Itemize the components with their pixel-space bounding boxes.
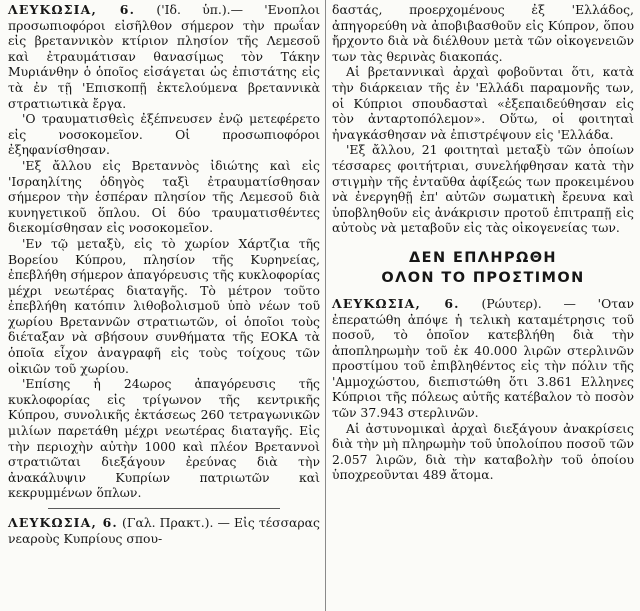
article3-paragraph-2: Αἱ ἀστυνομικαὶ ἀρχαὶ διεξάγουν ἀνακρίσεις διὰ τὴν μὴ πληρωμὴν τοῦ ὑπολοίπου ποσοῦ τῶν 2.057 λιρῶν, διὰ τὴν καταβολὴν τοῦ ὁποίου ὑποχρεοῦνται 489 ἄτομα. xyxy=(332,420,634,483)
article1-lead xyxy=(8,2,320,111)
article2-paragraph-1: — Εἰς τέσσαρας νεαροὺς Κυπρίους σπου- xyxy=(8,515,320,546)
article3-dateline: ΛΕΥΚΩΣΙΑ, 6. xyxy=(332,295,460,311)
article2-source: (Γαλ. Πρακτ.). xyxy=(122,515,214,530)
spacer xyxy=(332,236,634,246)
article1-dateline: ΛΕΥΚΩΣΙΑ, 6. xyxy=(8,2,136,17)
article3-lead xyxy=(332,296,634,421)
article3-paragraph-1: — 'Οταν ἐπερατώθη ἀπόψε ἡ τελικὴ καταμέτρησις τοῦ ποσοῦ, τὸ ὁποῖον κατεβλήθη διὰ τὴν ἀποπληρωμὴν τοῦ ἐκ 40.000 λιρῶν στερλινῶν προστίμου τοῦ ἐπιβληθέντος εἰς τὴν πόλιν τῆς 'Αμμοχώστου, διεπιστώθη ὅτι 3.861 Ελληνες Κύπριοι τῆς πόλεως αὐτῆς κατέβαλον τὸ ποσὸν τῶν 37.943 στερλινῶν. xyxy=(332,295,634,421)
article1-paragraph-2: 'Ο τραυματισθεὶς ἐξέπνευσεν ἐνῷ μετεφέρετο εἰς νοσοκομεῖον. Οἱ προσωπιοφόροι ἐξηφανίσθησαν. xyxy=(8,111,320,158)
headline-line-1: ΔΕΝ ΕΠΛΗΡΩΘΗ xyxy=(409,249,557,266)
article3-source: (Ρώυτερ). xyxy=(481,295,542,311)
article1-paragraph-4: 'Εν τῷ μεταξὺ, εἰς τὸ χωρίον Χάρτζια τῆς Βορείου Κύπρου, πλησίον τῆς Κυρηνείας, ἐπεβλήθη σήμερον ἀπαγόρευσις τῆς κυκλοφορίας μέχρι νεωτέρας διαταγῆς. Τὸ μέτρον τοῦτο ἐπεβλήθη κατόπιν λιθοβολισμοῦ ὑπὸ νέων τοῦ χωρίου Βρεταννῶν στρατιωτῶν, οἱ ὁποῖοι τοὺς διέταξαν νὰ σβήσουν συνθήματα τῆς ΕΟΚΑ τὰ ὁποῖα εἶχον ἀναγραφῆ εἰς τοὺς τοίχους τῶν οἰκιῶν τοῦ χωρίου. xyxy=(8,235,320,376)
continuation-paragraph-2: Αἱ βρεταννικαὶ ἀρχαὶ φοβοῦνται ὅτι, κατὰ τὴν διάρκειαν τῆς ἐν 'Ελλάδι παραμονῆς των, οἱ Κύπριοι σπουδασταὶ «ἐξεπαιδεύθησαν εἰς τὸν ἀνταρτοπόλεμον». Οὕτω, οἱ φοιτηταὶ ἠναγκάσθησαν νὰ ἐπιστρέψουν εἰς 'Ελλάδα. xyxy=(332,64,634,142)
article2-lead xyxy=(8,515,320,546)
article3-headline xyxy=(332,248,634,288)
article1-paragraph-3: 'Εξ ἄλλου εἰς Βρεταννὸς ἰδιώτης καὶ εἰς 'Ισραηλίτης ὁδηγὸς ταξὶ ἐτραυματίσθησαν σήμερον τὴν ἑσπέραν πλησίον τῆς Λεμεσοῦ διὰ κυνηγετικοῦ ὅπλου. Οἱ δύο τραυματισθέντες διεκομίσθησαν εἰς νοσοκομεῖον. xyxy=(8,157,320,236)
right-column xyxy=(332,2,634,611)
column-divider xyxy=(325,0,326,611)
article1-source: ('Ιδ. ὑπ.). xyxy=(156,2,231,17)
headline-line-2: ΟΛΟΝ ΤΟ ΠΡΟΣΤΙΜΟΝ xyxy=(381,269,585,286)
continuation-paragraph-1: δαστάς, προερχομένους ἐξ 'Ελλάδος, ἀπηγορεύθη νὰ ἀποβιβασθοῦν εἰς Κύπρον, ὅπου ἤρχοντο διὰ νὰ διέλθουν μετὰ τῶν οἰκογενειῶν των τὰς θερινὰς διακοπάς. xyxy=(332,2,634,64)
left-column xyxy=(8,2,320,611)
article2-dateline: ΛΕΥΚΩΣΙΑ, 6. xyxy=(8,515,118,530)
article-separator xyxy=(48,508,280,509)
article1-paragraph-1: — 'Ενοπλοι προσωπιοφόροι εἰσῆλθον σήμερον τὴν πρωΐαν εἰς βρεταννικὸν κτίριον πλησίον τῆς Λεμεσοῦ καὶ ἐτραυμάτισαν θανασίμως τὸν Τάκην Μυριάνθην ὁ ὁποῖος εἰσάγεται ὡς ἐπιστάτης εἰς τὰ ἐν τῇ 'Επισκοπῇ ἐκτελούμενα βρεταννικὰ στρατιωτικὰ ἔργα. xyxy=(8,2,320,111)
continuation-paragraph-3: 'Εξ ἄλλου, 21 φοιτηταὶ μεταξὺ τῶν ὁποίων τέσσαρες φοιτήτριαι, συνελήφθησαν κατὰ τὴν στιγμὴν τῆς ἐνταῦθα ἀφίξεώς των προκειμένου νὰ ἐνεργηθῇ ἐπ' αὐτῶν σωματικὴ ἔρευνα καὶ ὑποβληθοῦν εἰς ἀνάκρισιν προτοῦ ἐπιτραπῇ εἰς αὐτοὺς νὰ μεταβοῦν εἰς τὰς οἰκογενείας των. xyxy=(332,142,634,236)
article1-paragraph-5: 'Επίσης ἡ 24ωρος ἀπαγόρευσις τῆς κυκλοφορίας εἰς τρίγωνον τῆς κεντρικῆς Κύπρου, συνολικῆς ἐκτάσεως 260 τετραγωνικῶν μιλίων παρετάθη μέχρι νεωτέρας διαταγῆς. Εἰς τὴν περιοχὴν αὐτὴν 1000 καὶ πλέον Βρεταννοὶ στρατιῶται διεξάγουν ἐρεύνας διὰ τὴν ἀνακάλυψιν Κυπρίων πατριωτῶν καὶ κεκρυμμένων ὅπλων. xyxy=(8,376,320,501)
